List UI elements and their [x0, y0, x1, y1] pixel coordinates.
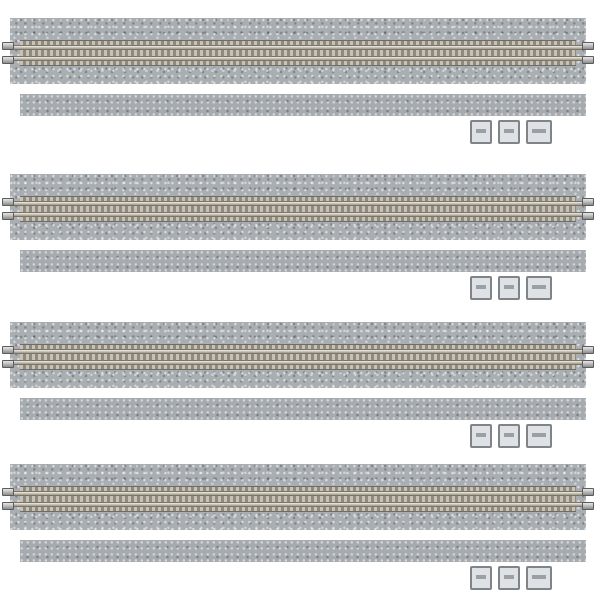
rail: [10, 201, 586, 206]
rail-joiner: [2, 360, 14, 368]
rail-bed: [20, 344, 576, 370]
rail-joiner: [582, 502, 594, 510]
ballast-shoulder: [20, 398, 586, 420]
rail: [10, 45, 586, 50]
ballast-shoulder: [20, 540, 586, 562]
connector-clips: [470, 566, 552, 588]
rail-joiner: [582, 360, 594, 368]
track-section: [10, 18, 586, 84]
clip: [498, 120, 520, 144]
track-section: [10, 464, 586, 530]
rail: [10, 56, 586, 61]
clip: [470, 120, 492, 144]
rail: [10, 212, 586, 217]
rail-joiner: [582, 488, 594, 496]
track-set-3: [0, 322, 600, 452]
rail-bed: [20, 40, 576, 66]
rail: [10, 502, 586, 507]
rail-bed: [20, 196, 576, 222]
rail-joiner: [582, 212, 594, 220]
rail-joiner: [582, 346, 594, 354]
connector-clips: [470, 120, 552, 142]
clip: [498, 276, 520, 300]
clip: [526, 424, 552, 448]
clip: [498, 566, 520, 590]
connector-clips: [470, 276, 552, 298]
rail-joiner: [2, 346, 14, 354]
clip: [526, 276, 552, 300]
rail-bed: [20, 486, 576, 512]
rail-joiner: [582, 56, 594, 64]
clip: [498, 424, 520, 448]
connector-clips: [470, 424, 552, 446]
rail-joiner: [2, 212, 14, 220]
rail-joiner: [2, 42, 14, 50]
rail-joiner: [582, 198, 594, 206]
clip: [470, 424, 492, 448]
clip: [470, 566, 492, 590]
rail-joiner: [2, 488, 14, 496]
ballast-shoulder: [20, 250, 586, 272]
rail-joiner: [2, 56, 14, 64]
rail-joiner: [582, 42, 594, 50]
rail-joiner: [2, 502, 14, 510]
rail-joiner: [2, 198, 14, 206]
track-set-4: [0, 464, 600, 594]
clip: [470, 276, 492, 300]
rail: [10, 491, 586, 496]
rail: [10, 349, 586, 354]
clip: [526, 120, 552, 144]
clip: [526, 566, 552, 590]
track-set-1: [0, 18, 600, 148]
track-section: [10, 174, 586, 240]
ballast-shoulder: [20, 94, 586, 116]
track-section: [10, 322, 586, 388]
track-set-2: [0, 174, 600, 304]
rail: [10, 360, 586, 365]
